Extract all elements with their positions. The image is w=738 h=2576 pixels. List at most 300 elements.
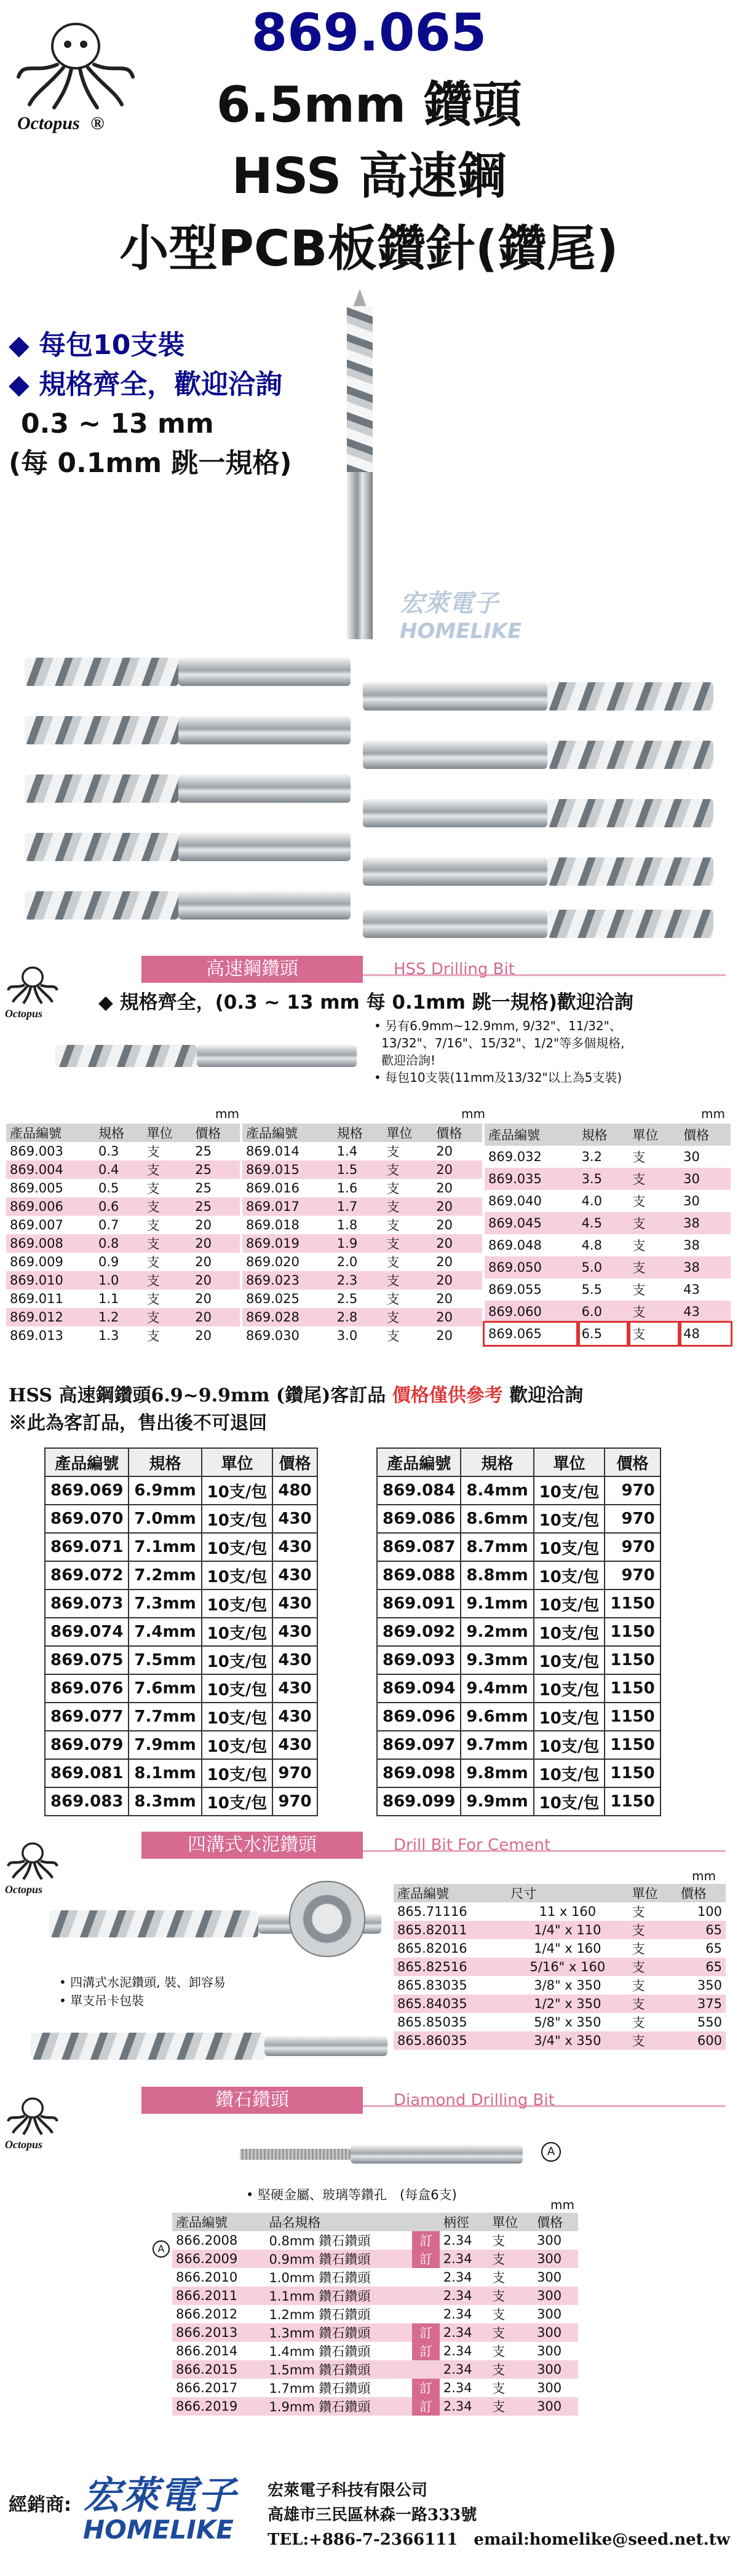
table-cell: 869.019 (242, 1234, 333, 1253)
table-cell: 869.003 (10, 1144, 63, 1159)
cement-note-line: • 單支吊卡包裝 (59, 1993, 145, 2008)
table-cell: 1.9 (333, 1234, 383, 1253)
table-cell: 10支/包 (202, 1533, 273, 1561)
table-cell: 869.023 (242, 1271, 333, 1290)
table-cell: 869.013 (10, 1328, 63, 1343)
cement-table (394, 1884, 726, 2050)
table-cell: 869.009 (10, 1255, 63, 1269)
footer-brand (83, 2465, 236, 2545)
table-cell: 支 (629, 1958, 677, 1976)
table-cell: 2.34 (440, 2323, 488, 2342)
column-header: 單位 (534, 1448, 605, 1476)
table-cell: 25 (195, 1144, 212, 1159)
table-row (6, 1179, 240, 1197)
table-cell: 25 (191, 1197, 240, 1216)
cement-spec-table (394, 1884, 726, 2050)
table-cell: 430 (272, 1561, 317, 1589)
table-cell: 20 (195, 1218, 212, 1232)
diamond-title-en: Diamond Drilling Bit (394, 2091, 555, 2109)
table-row (485, 1190, 731, 1212)
column-header (412, 2213, 440, 2231)
table-cell: 550 (697, 2015, 722, 2030)
table-cell: 869.007 (10, 1218, 63, 1232)
table-row (377, 1589, 661, 1618)
table-cell: 0.4 (95, 1160, 143, 1179)
diamond-row-marker: A (153, 2240, 170, 2258)
octopus-logo-small (5, 965, 60, 1020)
table-row (485, 1301, 731, 1323)
table-cell: 300 (537, 2233, 562, 2248)
logo-text-small: Octopus (5, 2138, 43, 2151)
column-header: 價格 (272, 1448, 317, 1476)
table-cell: 1150 (605, 1618, 660, 1646)
table-cell: 支 (632, 1283, 646, 1298)
column-header: 單位 (629, 1884, 677, 1902)
table-cell: 430 (272, 1533, 317, 1561)
table-cell: 4.0 (581, 1194, 602, 1208)
table-cell: 1/4" x 160 (534, 1941, 601, 1956)
table-cell: 0.3 (98, 1144, 119, 1159)
table-cell: 300 (533, 2397, 578, 2416)
hss-notes (374, 1017, 625, 1086)
table-cell: 300 (533, 2286, 578, 2305)
table-cell: 9.6mm (461, 1703, 533, 1731)
diamond-bit-image (240, 2139, 529, 2170)
table-row (485, 1234, 731, 1256)
diamond-table (172, 2213, 578, 2416)
column-header: 產品編號 (377, 1448, 461, 1476)
table-cell: 2.34 (440, 2397, 488, 2416)
table-cell: 869.045 (485, 1212, 578, 1234)
table-cell: 869.040 (488, 1194, 542, 1208)
hss-unit: mm (215, 1106, 239, 1121)
table-cell: 支 (629, 1921, 677, 1939)
table-header-row (6, 1124, 240, 1142)
table-cell: 865.83035 (397, 1978, 467, 1993)
table-cell: 2.34 (440, 2286, 488, 2305)
table-cell: 866.2012 (176, 2307, 238, 2322)
table-cell: 350 (697, 1978, 722, 1993)
table-cell: 7.3mm (129, 1589, 201, 1618)
column-header: 品名規格 (265, 2213, 412, 2231)
table-cell: 支 (146, 1181, 160, 1196)
hss-spec-table (6, 1124, 240, 1345)
hss-title-cn: 高速鋼鑽頭 (141, 956, 363, 983)
table-cell: 869.081 (45, 1759, 129, 1787)
column-header: 價格 (533, 2213, 578, 2231)
diamond-title-cn: 鑽石鑽頭 (141, 2087, 363, 2114)
watermark (400, 584, 522, 644)
table-cell: 869.025 (246, 1291, 300, 1306)
hss-spec-table (485, 1124, 731, 1345)
table-cell: 869.094 (377, 1674, 461, 1703)
price-table-left (44, 1448, 318, 1816)
table-cell: 6.9mm (129, 1476, 201, 1505)
table-cell: 65 (677, 1958, 726, 1976)
column-header: 尺寸 (507, 1884, 629, 1902)
table-cell: 支 (488, 2397, 533, 2416)
table-cell: 5/8" x 350 (534, 2015, 601, 2030)
table-header-row (377, 1448, 661, 1476)
table-cell: 2.0 (336, 1255, 358, 1269)
column-header: 產品編號 (394, 1884, 507, 1902)
order-badge: 訂 (412, 2379, 440, 2397)
table-cell: 1.3mm 鑽石鑽頭 (265, 2323, 412, 2342)
table-cell: 38 (683, 1238, 700, 1253)
order-badge (412, 2360, 440, 2379)
table-header-row (394, 1884, 726, 1902)
table-cell: 20 (191, 1271, 240, 1290)
table-cell: 10支/包 (534, 1561, 605, 1589)
table-cell: 10支/包 (534, 1618, 605, 1646)
table-row (394, 1902, 726, 1921)
table-cell: 支 (143, 1308, 192, 1326)
table-row (45, 1476, 317, 1505)
table-cell: 869.011 (10, 1291, 63, 1306)
table-cell: 9.3mm (461, 1646, 533, 1674)
order-badge (412, 2286, 440, 2305)
table-cell: 支 (632, 2015, 645, 2030)
table-cell: 869.083 (45, 1787, 129, 1816)
step-note: (每 0.1mm 跳一規格) (9, 447, 292, 479)
column-header: 單位 (629, 1124, 680, 1146)
table-cell: 1.7 (333, 1197, 383, 1216)
table-cell: 869.097 (377, 1731, 461, 1759)
table-cell: 1.2mm 鑽石鑽頭 (269, 2307, 371, 2322)
table-cell: 5/16" x 160 (507, 1958, 629, 1976)
table-cell: 869.086 (377, 1505, 461, 1533)
table-cell: 20 (191, 1234, 240, 1253)
column-header: 產品編號 (485, 1124, 578, 1146)
table-cell: 1.0 (95, 1271, 143, 1290)
table-cell: 2.3 (333, 1271, 383, 1290)
table-cell: 865.71116 (397, 1904, 467, 1919)
cement-section-header (25, 1832, 726, 1859)
table-cell: 48 (680, 1323, 731, 1345)
table-cell: 869.060 (485, 1301, 578, 1323)
table-row (242, 1160, 482, 1179)
table-cell: 5.5 (581, 1282, 602, 1297)
table-row (485, 1146, 731, 1168)
custom-order-note (9, 1380, 583, 1407)
table-cell: 3.0 (336, 1328, 358, 1343)
hss-note-line: 歡迎洽詢! (381, 1053, 436, 1068)
table-cell: 2.34 (443, 2381, 472, 2395)
feature-range: ◆ 規格齊全，歡迎洽詢 (9, 369, 283, 400)
drill-bits-photo (0, 645, 738, 953)
table-cell: 65 (677, 1921, 726, 1939)
table-cell: 869.005 (10, 1181, 63, 1195)
table-cell: 支 (143, 1197, 192, 1216)
table-cell: 10支/包 (534, 1476, 605, 1505)
table-row (6, 1197, 240, 1216)
table-cell: 支 (632, 1905, 645, 1920)
table-cell: 9.1mm (461, 1589, 533, 1618)
table-cell: 支 (488, 2360, 533, 2379)
table-cell: 支 (629, 1168, 680, 1190)
table-cell: 1150 (605, 1703, 660, 1731)
table-cell: 430 (272, 1731, 317, 1759)
table-cell: 0.7 (98, 1218, 119, 1232)
table-cell: 1.4mm 鑽石鑽頭 (269, 2344, 371, 2359)
table-cell: 支 (143, 1160, 192, 1179)
company-name: 宏萊電子科技有限公司 (268, 2481, 428, 2500)
column-header: 產品編號 (242, 1124, 333, 1142)
order-badge: 訂 (412, 2250, 440, 2268)
table-cell: 0.6 (95, 1197, 143, 1216)
table-cell: 11 x 160 (539, 1904, 597, 1919)
table-cell: 支 (383, 1271, 433, 1290)
table-cell: 1/4" x 110 (507, 1921, 629, 1939)
table-cell: 869.065 (485, 1323, 578, 1345)
hss-spec-tables (6, 1124, 732, 1345)
footer (0, 2465, 738, 2576)
table-cell: 970 (272, 1759, 317, 1787)
logo-registered-mark: ® (90, 113, 105, 133)
table-cell: 10支/包 (202, 1646, 273, 1674)
table-cell: 支 (629, 1256, 680, 1278)
table-row (394, 2031, 726, 2050)
table-cell: 0.9mm 鑽石鑽頭 (265, 2250, 412, 2268)
product-line: 小型PCB板鑽針(鑽尾) (119, 220, 619, 277)
hss-title-en: HSS Drilling Bit (394, 960, 515, 979)
table-cell: 20 (432, 1197, 482, 1216)
column-header: 柄徑 (440, 2213, 488, 2231)
price-table (44, 1448, 318, 1816)
table-row (6, 1234, 240, 1253)
table-cell: 869.035 (485, 1168, 578, 1190)
table-row (242, 1234, 482, 1253)
table-row (485, 1256, 731, 1278)
table-cell: 支 (629, 1323, 680, 1345)
table-cell: 869.072 (45, 1561, 129, 1589)
table-row (6, 1308, 240, 1326)
column-header: 價格 (432, 1124, 482, 1142)
table-cell: 869.099 (377, 1787, 461, 1816)
table-cell: 6.0 (578, 1301, 629, 1323)
table-row (6, 1271, 240, 1290)
table-cell: 0.9 (98, 1255, 119, 1269)
diamond-spec-table (172, 2213, 578, 2416)
table-cell: 10支/包 (202, 1618, 273, 1646)
table-cell: 1150 (605, 1787, 660, 1816)
table-cell: 9.4mm (461, 1674, 533, 1703)
table-cell: 支 (629, 1995, 677, 2013)
product-code: 869.065 (251, 2, 487, 63)
table-cell: 10支/包 (534, 1759, 605, 1787)
table-cell: 10支/包 (202, 1505, 273, 1533)
table-cell: 866.2011 (172, 2286, 265, 2305)
table-cell: 869.016 (246, 1181, 300, 1195)
order-badge (412, 2305, 440, 2323)
table-cell: 10支/包 (202, 1759, 273, 1787)
order-badge (412, 2268, 440, 2286)
table-cell: 25 (191, 1160, 240, 1179)
table-cell: 支 (492, 2234, 506, 2248)
table-cell: 869.006 (6, 1197, 95, 1216)
column-header: 價格 (680, 1124, 731, 1146)
table-cell: 866.2017 (176, 2381, 238, 2395)
table-cell: 1.7mm 鑽石鑽頭 (269, 2381, 371, 2396)
table-cell: 3/8" x 350 (534, 1978, 601, 1993)
cement-title-en: Drill Bit For Cement (394, 1836, 551, 1854)
dealer-label: 經銷商: (9, 2494, 71, 2516)
table-cell: 1.2 (95, 1308, 143, 1326)
feature-list (9, 326, 353, 483)
table-row (394, 1921, 726, 1939)
table-cell: 支 (632, 1979, 645, 1993)
table-row (377, 1787, 661, 1816)
table-cell: 20 (436, 1181, 453, 1195)
range-value: 0.3 ~ 13 mm (21, 408, 214, 439)
table-cell: 2.34 (443, 2270, 472, 2285)
table-cell: 866.2009 (172, 2250, 265, 2268)
table-cell: 1.8 (336, 1218, 358, 1232)
table-cell: 970 (605, 1505, 660, 1533)
table-cell: 869.073 (45, 1589, 129, 1618)
column-header: 規格 (578, 1124, 629, 1146)
table-cell: 3.2 (581, 1149, 602, 1164)
table-cell: 支 (143, 1271, 192, 1290)
table-cell: 1.1mm 鑽石鑽頭 (265, 2286, 412, 2305)
table-cell: 支 (632, 1942, 645, 1956)
table-row (242, 1326, 482, 1345)
table-cell: 100 (697, 1904, 722, 1919)
table-cell: 10支/包 (202, 1476, 273, 1505)
table-cell: 10支/包 (534, 1646, 605, 1674)
table-cell: 0.8 (95, 1234, 143, 1253)
price-reference-text: 價格僅供參考 (392, 1385, 503, 1406)
table-cell: 10支/包 (534, 1787, 605, 1816)
table-cell: 支 (143, 1234, 192, 1253)
table-cell: 20 (436, 1291, 453, 1306)
table-cell: 1.6 (336, 1181, 358, 1195)
table-cell: 支 (146, 1292, 160, 1307)
column-header: 產品編號 (172, 2213, 265, 2231)
table-cell: 支 (146, 1255, 160, 1270)
table-cell: 8.7mm (461, 1533, 533, 1561)
table-row (172, 2360, 578, 2379)
table-cell: 20 (195, 1255, 212, 1269)
table-cell: 10支/包 (202, 1589, 273, 1618)
table-cell: 430 (272, 1618, 317, 1646)
table-row (172, 2397, 578, 2416)
table-cell: 6.5 (578, 1323, 629, 1345)
table-cell: 869.098 (377, 1759, 461, 1787)
table-cell: 1150 (605, 1674, 660, 1703)
column-header: 單位 (202, 1448, 273, 1476)
table-cell: 20 (432, 1308, 482, 1326)
table-row (172, 2268, 578, 2286)
column-header: 單位 (143, 1124, 192, 1142)
table-row (6, 1160, 240, 1179)
table-row (377, 1674, 661, 1703)
order-note-tail: 歡迎洽詢 (502, 1385, 584, 1406)
table-cell: 8.6mm (461, 1505, 533, 1533)
table-cell: 30 (680, 1168, 731, 1190)
table-row (377, 1759, 661, 1787)
table-cell: 10支/包 (202, 1787, 273, 1816)
table-row (6, 1290, 240, 1308)
company-contact: TEL:+886-7-2366111 email:homelike@seed.net.tw (268, 2531, 731, 2549)
table-cell: 10支/包 (202, 1731, 273, 1759)
table-cell: 430 (272, 1703, 317, 1731)
table-cell: 9.2mm (461, 1618, 533, 1646)
table-cell: 10支/包 (534, 1533, 605, 1561)
table-cell: 38 (680, 1256, 731, 1278)
table-cell: 支 (488, 2323, 533, 2342)
octopus-icon (5, 1841, 60, 1881)
table-cell: 866.2015 (172, 2360, 265, 2379)
table-cell: 20 (436, 1218, 453, 1232)
table-cell: 300 (537, 2344, 562, 2358)
table-cell: 20 (436, 1328, 453, 1343)
size-line: 6.5mm 鑽頭 (216, 76, 522, 133)
table-cell: 支 (383, 1197, 433, 1216)
table-cell: 7.7mm (129, 1703, 201, 1731)
column-header: 單位 (488, 2213, 533, 2231)
table-cell: 1.9mm 鑽石鑽頭 (265, 2397, 412, 2416)
table-cell: 10支/包 (534, 1505, 605, 1533)
table-cell: 869.055 (488, 1282, 542, 1297)
table-cell: 7.2mm (129, 1561, 201, 1589)
table-cell: 970 (605, 1561, 660, 1589)
table-cell: 10支/包 (534, 1589, 605, 1618)
table-cell: 支 (146, 1329, 160, 1344)
table-cell: 1150 (605, 1589, 660, 1618)
logo-text-small: Octopus (5, 1883, 43, 1896)
table-cell: 支 (492, 2381, 506, 2396)
table-cell: 865.86035 (394, 2031, 507, 2050)
table-cell: 8.8mm (461, 1561, 533, 1589)
table-cell: 869.032 (488, 1149, 542, 1164)
table-cell: 1.1 (98, 1291, 119, 1306)
table-cell: 869.093 (377, 1646, 461, 1674)
table-cell: 2.8 (333, 1308, 383, 1326)
column-header: 規格 (333, 1124, 383, 1142)
material-line: HSS 高速鋼 (231, 148, 507, 205)
table-cell: 支 (383, 1160, 433, 1179)
table-cell: 20 (432, 1271, 482, 1290)
table-cell: 869.012 (6, 1308, 95, 1326)
table-row (242, 1216, 482, 1234)
table-row (242, 1142, 482, 1160)
table-cell: 2.34 (443, 2233, 472, 2248)
octopus-icon (5, 965, 60, 1005)
table-cell: 1.5 (333, 1160, 383, 1179)
table-cell: 支 (632, 1150, 646, 1165)
table-cell: 869.087 (377, 1533, 461, 1561)
table-cell: 7.1mm (129, 1533, 201, 1561)
footer-brand-en: HOMELIKE (83, 2515, 234, 2545)
order-note-text: HSS 高速鋼鑽頭6.9~9.9mm (鑽尾)客訂品 (9, 1385, 392, 1406)
table-row (485, 1278, 731, 1301)
hss-section-header (25, 956, 726, 983)
footer-brand-cn: 宏萊電子 (83, 2473, 236, 2518)
table-row (172, 2323, 578, 2342)
table-cell: 20 (195, 1291, 212, 1306)
table-cell: 869.010 (6, 1271, 95, 1290)
diamond-section-header (25, 2087, 726, 2114)
table-cell: 866.2010 (176, 2270, 238, 2285)
table-cell: 支 (383, 1234, 433, 1253)
table-row (377, 1703, 661, 1731)
hss-note-line: • 每包10支裝(11mm及13/32"以上為5支裝) (374, 1070, 622, 1085)
table-cell: 43 (680, 1301, 731, 1323)
table-cell: 支 (383, 1308, 433, 1326)
table-cell: 430 (272, 1589, 317, 1618)
table-cell: 支 (386, 1255, 400, 1270)
